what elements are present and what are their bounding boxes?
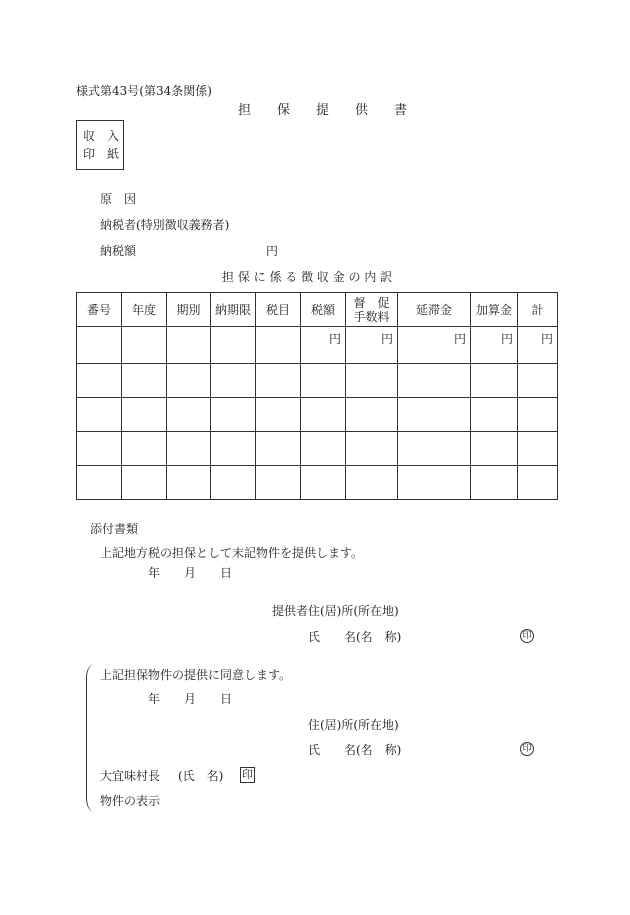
revenue-stamp-label: 収 入 [83, 129, 120, 143]
table-cell[interactable]: 円 [471, 327, 518, 364]
revenue-stamp-box [76, 120, 124, 170]
table-cell[interactable] [398, 466, 471, 500]
mayor-label: 大宜味村長 [100, 769, 161, 783]
tax-amount-unit: 円 [266, 244, 279, 258]
table-cell[interactable] [471, 466, 518, 500]
column-header: 督 促 手数料 [346, 293, 398, 327]
column-header: 期別 [167, 293, 211, 327]
consent-statement: 上記担保物件の提供に同意します。 [100, 668, 292, 682]
table-cell[interactable] [167, 432, 211, 466]
property-display-label: 物件の表示 [100, 794, 161, 808]
table-cell[interactable] [398, 364, 471, 398]
consent-address-label: 住(居)所(所在地) [308, 718, 399, 732]
column-header: 番号 [77, 293, 122, 327]
table-cell[interactable] [122, 364, 167, 398]
table-cell[interactable]: 円 [398, 327, 471, 364]
column-header: 年度 [122, 293, 167, 327]
table-cell[interactable] [346, 398, 398, 432]
table-row [77, 364, 558, 398]
table-cell[interactable] [167, 364, 211, 398]
table-cell[interactable] [167, 398, 211, 432]
table-cell[interactable] [122, 327, 167, 364]
table-cell[interactable] [471, 398, 518, 432]
table-cell[interactable] [211, 432, 256, 466]
seal-icon: 印 [520, 742, 534, 756]
cause-label: 原 因 [100, 192, 137, 206]
column-header: 税額 [301, 293, 346, 327]
column-header: 納期限 [211, 293, 256, 327]
table-cell[interactable] [77, 398, 122, 432]
column-header: 延滞金 [398, 293, 471, 327]
table-cell[interactable] [167, 327, 211, 364]
table-cell[interactable] [398, 398, 471, 432]
table-cell[interactable] [346, 466, 398, 500]
table-cell[interactable] [256, 327, 301, 364]
revenue-stamp-label: 印 紙 [83, 147, 120, 161]
table-row [77, 466, 558, 500]
table-cell[interactable] [301, 364, 346, 398]
offer-statement: 上記地方税の担保として末記物件を提供します。 [100, 546, 364, 560]
table-cell[interactable] [211, 364, 256, 398]
table-row [77, 432, 558, 466]
table-cell[interactable] [167, 466, 211, 500]
table-cell[interactable] [346, 364, 398, 398]
provider-address-label: 提供者住(居)所(所在地) [272, 604, 399, 618]
official-seal-icon: 印 [242, 768, 253, 781]
table-cell[interactable] [518, 398, 558, 432]
table-cell[interactable] [346, 432, 398, 466]
tax-amount-label: 納税額 [100, 244, 137, 258]
table-cell[interactable] [256, 466, 301, 500]
table-cell[interactable] [77, 364, 122, 398]
table-cell[interactable] [518, 466, 558, 500]
table-cell[interactable] [398, 432, 471, 466]
consent-bracket [86, 664, 95, 812]
table-cell[interactable] [471, 364, 518, 398]
table-cell[interactable] [301, 432, 346, 466]
column-header: 税目 [256, 293, 301, 327]
form-label: 様式第43号(第34条関係) [76, 84, 212, 98]
taxpayer-label: 納税者(特別徴収義務者) [100, 218, 230, 232]
table-cell[interactable] [211, 327, 256, 364]
table-cell[interactable] [471, 432, 518, 466]
table-cell[interactable] [122, 432, 167, 466]
offer-date: 年 月 日 [148, 566, 233, 580]
consent-date: 年 月 日 [148, 692, 233, 706]
table-cell[interactable] [301, 398, 346, 432]
attachments-label: 添付書類 [90, 522, 139, 536]
table-cell[interactable] [211, 398, 256, 432]
table-cell[interactable] [256, 398, 301, 432]
table-cell[interactable] [256, 432, 301, 466]
table-cell[interactable] [518, 364, 558, 398]
breakdown-table [76, 292, 558, 500]
document-title: 担 保 提 供 書 [238, 103, 408, 118]
table-cell[interactable]: 円 [346, 327, 398, 364]
table-row [77, 398, 558, 432]
table-cell[interactable]: 円 [518, 327, 558, 364]
column-header: 加算金 [471, 293, 518, 327]
table-cell[interactable] [77, 327, 122, 364]
mayor-name-label: (氏 名) [178, 769, 224, 783]
table-row [77, 327, 558, 364]
table-cell[interactable] [122, 398, 167, 432]
table-cell[interactable] [211, 466, 256, 500]
table-cell[interactable] [77, 432, 122, 466]
breakdown-title: 担 保 に 係 る 徴 収 金 の 内 訳 [222, 270, 393, 284]
consent-name-label: 氏 名(名 称) [308, 743, 402, 757]
table-cell[interactable] [122, 466, 167, 500]
provider-name-label: 氏 名(名 称) [308, 630, 402, 644]
table-cell[interactable] [77, 466, 122, 500]
seal-icon: 印 [520, 629, 534, 643]
table-cell[interactable] [301, 466, 346, 500]
table-header-row [77, 293, 558, 327]
table-cell[interactable] [518, 432, 558, 466]
table-cell[interactable] [256, 364, 301, 398]
column-header: 計 [518, 293, 558, 327]
table-cell[interactable]: 円 [301, 327, 346, 364]
